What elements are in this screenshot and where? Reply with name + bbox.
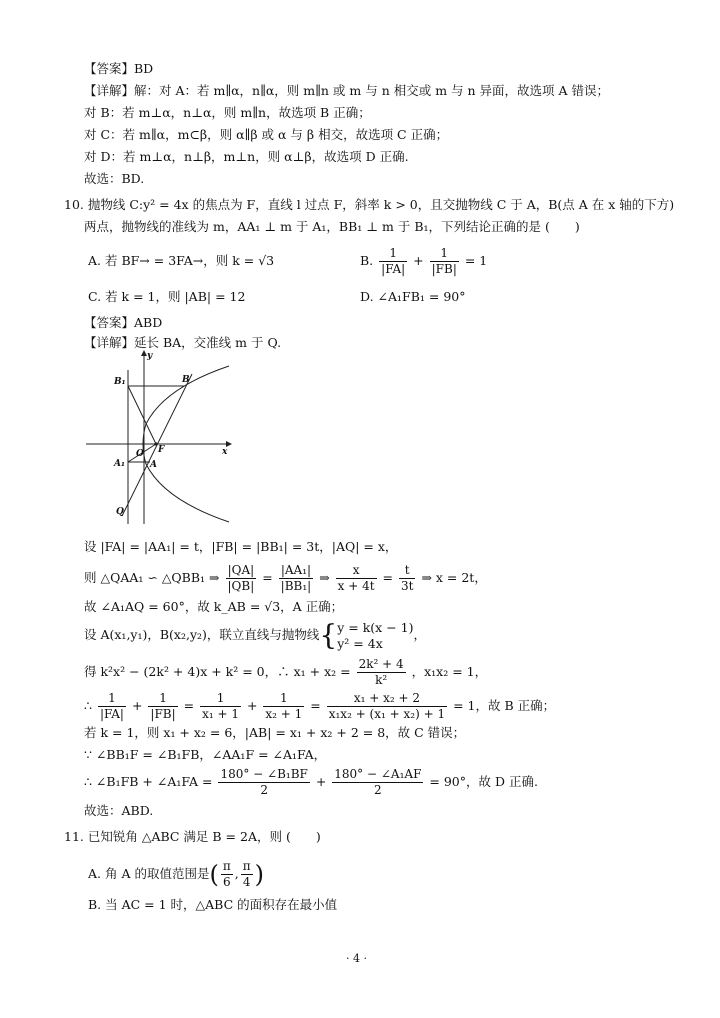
q10-step-8: ∵ ∠BB₁F = ∠B₁FB，∠AA₁F = ∠A₁FA，: [84, 747, 327, 762]
q9-option-b-analysis: 对 B：若 m⊥α，n⊥α，则 m∥n，故选项 B 正确；: [84, 105, 371, 120]
equation-system: y = k(x − 1) y² = 4x: [337, 619, 414, 651]
frac-aa1-bb1: $\frac{\text{|AA₁|}}{\text{|BB₁|}}$: [280, 563, 312, 593]
q10-conclusion: 故选：ABD.: [84, 803, 154, 818]
q10-step-7: 若 k = 1，则 x₁ + x₂ = 6，|AB| = x₁ + x₂ + 2 = 8，故 C 错误；: [84, 725, 466, 740]
q10-stem-line2: 两点，抛物线的准线为 m，AA₁ ⊥ m 于 A₁，BB₁ ⊥ m 于 B₁，下列结论正确的是 ( ): [84, 219, 580, 234]
label-b1: B₁: [114, 377, 126, 387]
frac-sum-roots: $\frac{\text{2k² + 4}}{\text{k²}}$: [358, 657, 404, 687]
label-o: O: [136, 449, 144, 459]
q11-option-a: A. 角 A 的取值范围是( $\frac{\pi}{6}$ , $\frac{\pi}{4}$ ): [88, 859, 264, 889]
label-x: x: [222, 447, 228, 457]
frac-qa-qb: $\frac{|QA|}{|QB|}$: [227, 563, 255, 593]
frac-1-over-fb: $\frac{1}{|FB|}$: [431, 246, 457, 276]
q10-option-c: C. 若 k = 1，则 |AB| = 12: [88, 289, 246, 304]
q10-answer: 【答案】ABD: [84, 315, 163, 330]
q10-step-1: 设 |FA| = |AA₁| = t，|FB| = |BB₁| = 3t，|AQ| = x，: [84, 539, 398, 554]
label-q: Q: [116, 507, 124, 517]
label-y: y: [147, 351, 153, 361]
frac-x-x4t: $\frac{x}{x + 4t}$: [337, 563, 375, 593]
q10-stem-line1: 10. 抛物线 C:y² = 4x 的焦点为 F，直线 l 过点 F，斜率 k > 0，且交抛物线 C 于 A，B(点 A 在 x 轴的下方): [64, 197, 675, 212]
q10-step-9: ∴ ∠B₁FB + ∠A₁FA = $\frac{\text{180° − ∠B₁BF}}{2}$ + $\frac{\text{180° − ∠A₁AF}}{2}$ = 90°，故 D 正确.: [84, 767, 538, 797]
label-a1: A₁: [114, 459, 125, 469]
parabola-diagram: [84, 348, 234, 528]
q10-step-3: 故 ∠A₁AQ = 60°，故 k_AB = √3，A 正确；: [84, 599, 344, 614]
q9-option-c-analysis: 对 C：若 m∥α，m⊂β，则 α∥β 或 α 与 β 相交，故选项 C 正确；: [84, 127, 449, 142]
q10-option-a: A. 若 BF→ = 3FA→，则 k = √3: [88, 253, 275, 268]
q10-option-b: B. $\frac{1}{|FA|}$ + $\frac{1}{|FB|}$ = 1: [360, 246, 488, 276]
q9-conclusion: 故选：BD.: [84, 171, 145, 186]
q10-step-5: 得 k²x² − (2k² + 4)x + k² = 0，∴ x₁ + x₂ = $\frac{\text{2k² + 4}}{\text{k²}}$ ，x₁x₂ = 1，: [84, 657, 488, 687]
q10-step-6: ∴ $\frac{1}{|FA|}$ + $\frac{1}{|FB|}$ = $\frac{1}{\text{x₁ + 1}}$ + $\frac{1}{\text{x₂ + 1}}$ = $\frac{\text{x₁ + x₂ + 2}}{\text{x₁x₂ + (x₁ + x₂) + 1}}$ = 1，故 B 正确；: [84, 691, 556, 721]
page-number: · 4 ·: [346, 952, 367, 965]
q11-stem: 11. 已知锐角 △ABC 满足 B = 2A，则 ( ): [64, 829, 321, 844]
q10-step-4: 设 A(x₁,y₁)，B(x₂,y₂)，联立直线与抛物线{ y = k(x − 1) y² = 4x ，: [84, 618, 426, 652]
q9-detail: 【详解】解：对 A：若 m∥α，n∥α，则 m∥n 或 m 与 n 相交或 m 与 n 异面，故选项 A 错误；: [84, 83, 610, 98]
q10-detail: 【详解】延长 BA，交准线 m 于 Q.: [84, 335, 282, 350]
q10-step-2: 则 △QAA₁ ∽ △QBB₁ ⇒ $\frac{|QA|}{|QB|}$ = $\frac{\text{|AA₁|}}{\text{|BB₁|}}$ ⇒ $\frac{x}{x + 4t}$ = $\frac{t}{3t}$ ⇒ x = 2t，: [84, 563, 487, 593]
q11-option-b: B. 当 AC = 1 时，△ABC 的面积存在最小值: [88, 897, 338, 912]
frac-1-over-fa: $\frac{1}{|FA|}$: [381, 246, 406, 276]
label-b: B: [182, 375, 190, 385]
q9-option-d-analysis: 对 D：若 m⊥α，n⊥β，m⊥n，则 α⊥β，故选项 D 正确.: [84, 149, 409, 164]
q10-option-d: D. ∠A₁FB₁ = 90°: [360, 289, 466, 304]
q9-answer: 【答案】BD: [84, 61, 154, 76]
label-a: A: [150, 460, 157, 470]
label-f: F: [158, 445, 165, 455]
frac-t-3t: $\frac{t}{3t}$: [400, 563, 414, 593]
